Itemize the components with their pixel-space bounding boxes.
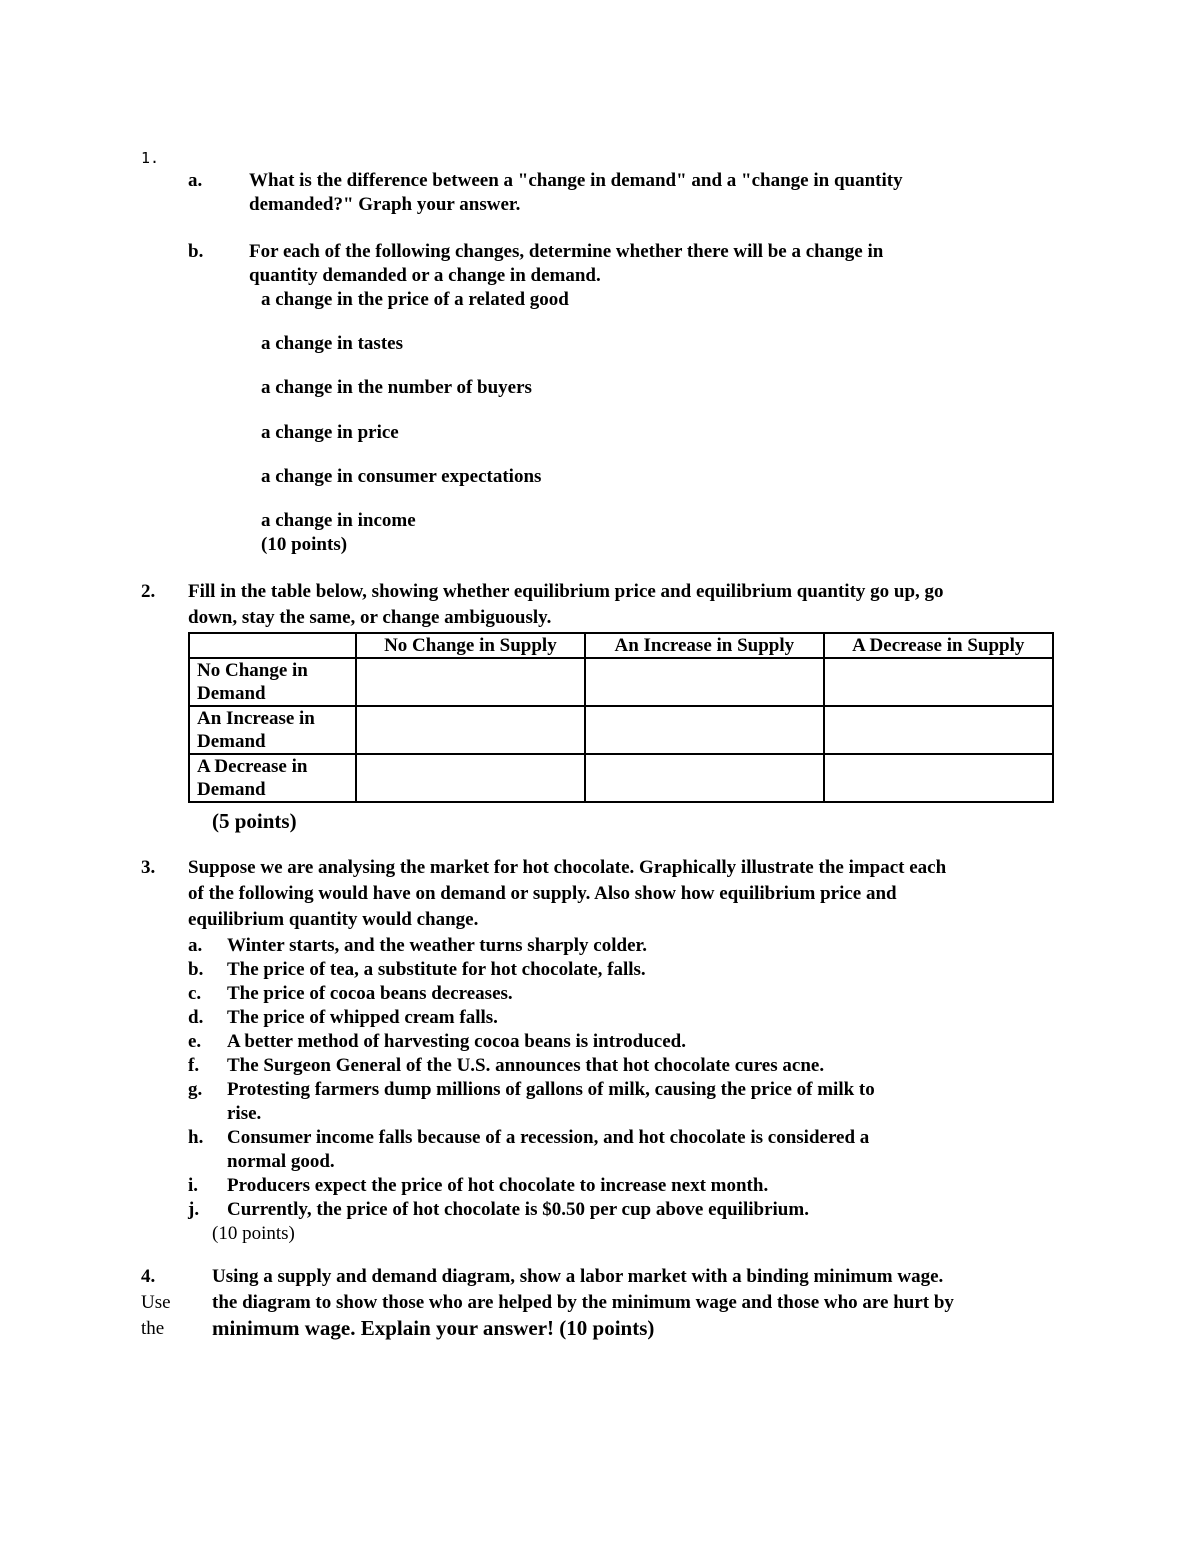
answer-cell[interactable]: [585, 706, 823, 754]
question-3-text-line1: Suppose we are analysing the market for hot chocolate. Graphically illustrate the impact each: [188, 857, 947, 878]
question-1b-item: a change in the number of buyers: [261, 377, 532, 398]
column-header-increase-supply: An Increase in Supply: [585, 633, 823, 658]
question-3-item: Producers expect the price of hot chocolate to increase next month.: [227, 1175, 769, 1196]
question-2-text-line1: Fill in the table below, showing whether equilibrium price and equilibrium quantity go up, go: [188, 581, 944, 602]
question-3-item: The price of tea, a substitute for hot chocolate, falls.: [227, 959, 646, 980]
question-3-item-letter: j.: [188, 1199, 200, 1220]
question-2-points: (5 points): [212, 809, 297, 833]
row-header-label-line1: A Decrease in: [197, 756, 308, 777]
question-3-item: Consumer income falls because of a recession, and hot chocolate is considered a: [227, 1127, 870, 1148]
row-header-label-line1: No Change in: [197, 660, 308, 681]
question-1a-text-line2: demanded?" Graph your answer.: [249, 194, 521, 215]
question-2-text-line2: down, stay the same, or change ambiguously.: [188, 607, 552, 628]
question-1b-text-line1: For each of the following changes, determine whether there will be a change in: [249, 241, 884, 262]
question-3-item: The price of whipped cream falls.: [227, 1007, 498, 1028]
question-3-item-letter: f.: [188, 1055, 200, 1076]
question-1b-item: a change in consumer expectations: [261, 466, 542, 487]
question-4-left-word: the: [141, 1318, 165, 1339]
question-3-item-letter: e.: [188, 1031, 202, 1052]
question-1b-item: a change in price: [261, 422, 399, 443]
question-3-item: A better method of harvesting cocoa beans is introduced.: [227, 1031, 686, 1052]
question-4-number: 4.: [141, 1266, 156, 1287]
question-1a-text-line1: What is the difference between a "change in demand" and a "change in quantity: [249, 170, 903, 191]
question-1b-item: a change in income: [261, 510, 416, 531]
question-3-number: 3.: [141, 857, 156, 878]
table-row: [189, 754, 1053, 802]
question-1b-item: a change in the price of a related good: [261, 289, 569, 310]
answer-cell[interactable]: [824, 706, 1053, 754]
table-corner-cell: [189, 633, 356, 658]
question-3-item-letter: g.: [188, 1079, 203, 1100]
equilibrium-table: [188, 632, 1054, 803]
row-header-decrease-demand: [189, 754, 356, 802]
question-3-item: Winter starts, and the weather turns sharply colder.: [227, 935, 647, 956]
question-4-left-word: Use: [141, 1292, 171, 1313]
answer-cell[interactable]: [585, 754, 823, 802]
question-3-item: Protesting farmers dump millions of gallons of milk, causing the price of milk to: [227, 1079, 875, 1100]
table-row: [189, 706, 1053, 754]
question-1-number: 1.: [141, 149, 160, 167]
question-1a-letter: a.: [188, 170, 203, 191]
question-3-item: The price of cocoa beans decreases.: [227, 983, 513, 1004]
row-header-label-line2: Demand: [197, 683, 266, 704]
answer-cell[interactable]: [356, 754, 585, 802]
row-header-increase-demand: [189, 706, 356, 754]
row-header-label-line2: Demand: [197, 779, 266, 800]
question-3-item-letter: c.: [188, 983, 202, 1004]
table-row: [189, 658, 1053, 706]
question-3-item-letter: b.: [188, 959, 204, 980]
question-3-text-line3: equilibrium quantity would change.: [188, 909, 479, 930]
question-3-item: Currently, the price of hot chocolate is $0.50 per cup above equilibrium.: [227, 1199, 809, 1220]
question-3-item-continued: normal good.: [227, 1151, 335, 1172]
answer-cell[interactable]: [585, 658, 823, 706]
row-header-label-line2: Demand: [197, 731, 266, 752]
answer-cell[interactable]: [356, 658, 585, 706]
question-3-item-continued: rise.: [227, 1103, 262, 1124]
question-3-text-line2: of the following would have on demand or supply. Also show how equilibrium price and: [188, 883, 897, 904]
answer-cell[interactable]: [824, 754, 1053, 802]
question-4-text-line3: minimum wage. Explain your answer! (10 points): [212, 1316, 655, 1340]
row-header-no-change-demand: [189, 658, 356, 706]
answer-cell[interactable]: [356, 706, 585, 754]
question-3-item: The Surgeon General of the U.S. announces that hot chocolate cures acne.: [227, 1055, 825, 1076]
question-1b-item: a change in tastes: [261, 333, 403, 354]
answer-cell[interactable]: [824, 658, 1053, 706]
column-header-no-change-supply: No Change in Supply: [356, 633, 585, 658]
question-3-points: (10 points): [212, 1223, 295, 1244]
question-3-item-letter: h.: [188, 1127, 204, 1148]
question-3-item-letter: a.: [188, 935, 203, 956]
question-1-points: (10 points): [261, 534, 348, 555]
row-header-label-line1: An Increase in: [197, 708, 315, 729]
question-3-item-letter: d.: [188, 1007, 204, 1028]
question-4-text-line2: the diagram to show those who are helped by the minimum wage and those who are hurt by: [212, 1292, 954, 1313]
question-4-text-line1: Using a supply and demand diagram, show a labor market with a binding minimum wage.: [212, 1266, 944, 1287]
column-header-decrease-supply: A Decrease in Supply: [824, 633, 1053, 658]
question-3-item-letter: i.: [188, 1175, 199, 1196]
question-1b-text-line2: quantity demanded or a change in demand.: [249, 265, 601, 286]
question-2-number: 2.: [141, 581, 156, 602]
question-1b-letter: b.: [188, 241, 204, 262]
table-header-row: [189, 633, 1053, 658]
